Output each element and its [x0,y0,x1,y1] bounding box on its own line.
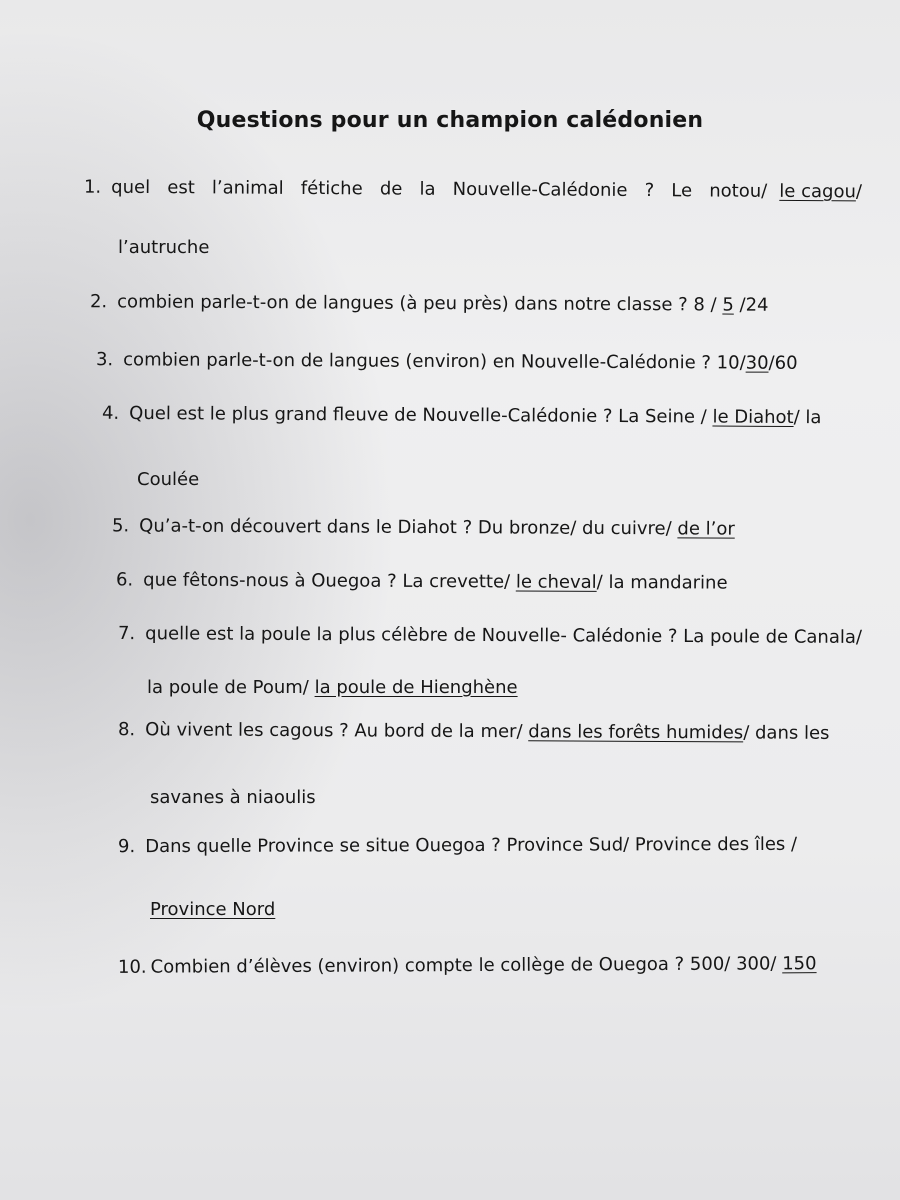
question-1-continued [118,236,209,260]
question-1 [84,176,862,205]
correct-answer: Province Nord [150,899,276,920]
question-text: combien parle-t-on de langues (à peu près) dans notre classe ? 8 / [117,291,723,316]
question-7-continued [147,676,518,700]
answer-option: /60 [768,352,798,374]
question-text: Dans quelle Province se situe Ouegoa ? Province Sud/ Province des îles / [145,833,798,858]
question-text: Qu’a-t-on découvert dans le Diahot ? Du bronze/ du cuivre/ [139,515,678,540]
correct-answer: 5 [722,294,734,316]
answer-option: la poule de Poum/ [147,677,315,698]
question-number: 4. [101,402,120,424]
question-3 [96,348,798,376]
question-text: combien parle-t-on de langues (environ) en Nouvelle-Calédonie ? 10/ [123,349,746,374]
question-word: la [419,178,436,200]
question-word: Le [671,180,693,202]
question-4 [102,402,822,430]
correct-answer: dans les forêts humides [528,721,744,744]
question-4-continued [137,468,199,492]
question-word: ? [644,180,655,202]
correct-answer: le cheval [515,571,597,593]
question-number: 1. [83,176,102,198]
question-number: 3. [95,349,114,371]
question-word: Nouvelle-Calédonie [452,178,628,201]
question-9-continued [150,898,275,922]
question-10 [118,952,817,980]
question-word: est [167,177,195,199]
question-number: 5. [111,515,130,537]
question-text: Quel est le plus grand fleuve de Nouvelle-Calédonie ? La Seine / [129,402,713,428]
question-word: quel [111,176,151,199]
question-text: Où vivent les cagous ? Au bord de la mer/ [145,719,529,743]
question-text: quelle est la poule la plus célèbre de Nouvelle- Calédonie ? La poule de Canala/ [145,623,863,648]
correct-answer: la poule de Hienghène [314,677,518,698]
question-number: 10. [117,956,147,978]
correct-answer: 150 [782,953,817,975]
question-word: l’animal [211,177,284,199]
question-word: de [379,178,403,200]
question-8-continued [150,786,316,810]
answer-option: / dans les [743,722,830,744]
option-separator: / [855,181,863,203]
question-word: notou/ [709,180,768,202]
answer-group [779,180,862,205]
question-number: 7. [117,623,136,645]
question-7 [118,622,862,650]
answer-option: / la mandarine [596,571,728,594]
question-6 [116,568,728,595]
correct-answer: 30 [745,352,769,374]
question-2 [90,290,769,318]
question-word: fétiche [300,177,363,200]
question-9 [118,833,797,859]
question-text [111,176,767,204]
answer-option: savanes à niaoulis [150,787,316,808]
correct-answer: le cagou [779,180,856,203]
correct-answer: de l’or [677,518,735,540]
question-text: que fêtons-nous à Ouegoa ? La crevette/ [143,569,516,593]
answer-option: / la [793,407,822,429]
question-number: 6. [115,569,134,591]
page-title: Questions pour un champion calédonien [196,108,704,133]
question-number: 9. [117,836,136,858]
correct-answer: le Diahot [712,406,794,429]
answer-option: l’autruche [118,237,210,258]
question-number: 8. [117,719,136,741]
question-8 [118,718,830,746]
answer-option: Coulée [137,469,200,490]
answer-option: /24 [733,294,769,316]
question-5 [112,514,735,541]
question-number: 2. [89,291,108,313]
question-text: Combien d’élèves (environ) compte le collège de Ouegoa ? 500/ 300/ [150,953,783,978]
